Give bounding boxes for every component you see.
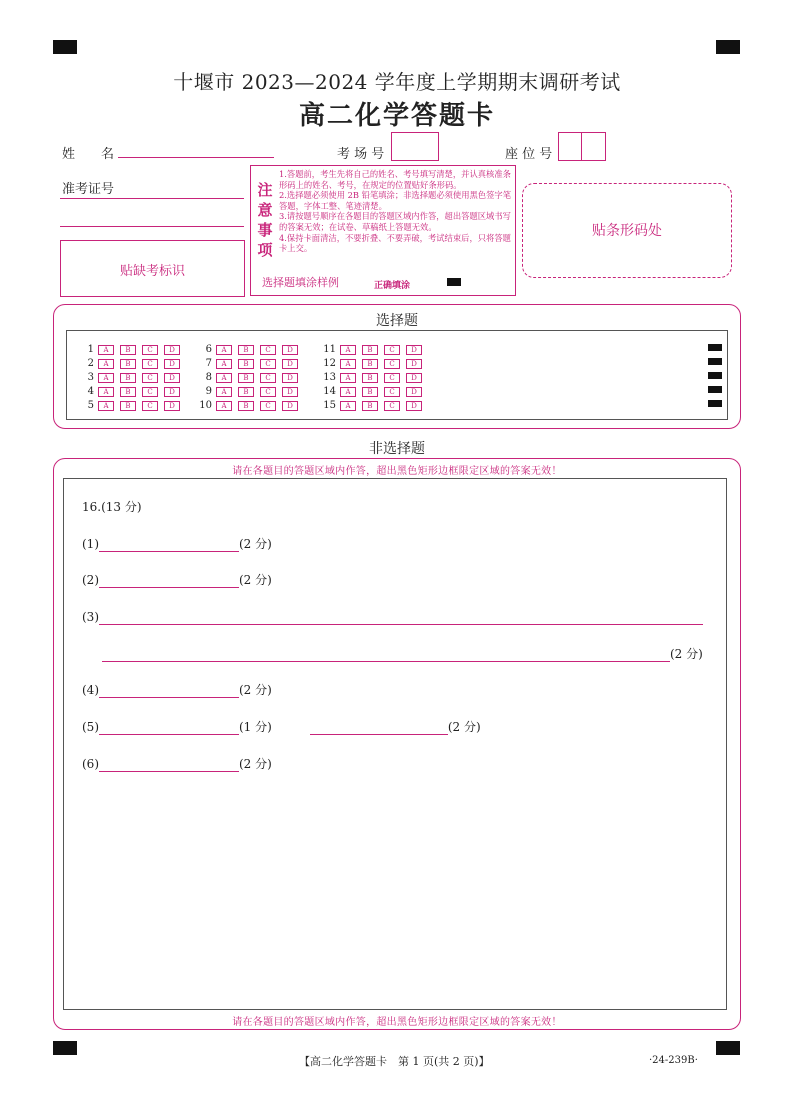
exam-room-label: 考 场 号 <box>337 147 385 162</box>
notice-item: 4.保持卡面清洁，不要折叠、不要弄破，考试结束后，只将答题卡上交。 <box>279 232 511 254</box>
notice-item: 2.选择题必须使用 2B 铅笔填涂；非选择题必须使用黑色签字笔答题，字体工整、笔迹清楚。 <box>279 190 511 211</box>
choice-option-bubble[interactable]: C <box>384 401 400 411</box>
sheet-title: 高二化学答题卡 <box>298 101 495 131</box>
choice-question-row <box>198 400 304 411</box>
correct-fill-label: 正确填涂 <box>374 281 411 291</box>
choice-option-bubble[interactable]: B <box>120 373 136 383</box>
choice-option-bubble[interactable]: A <box>216 359 232 369</box>
choice-option-bubble[interactable]: C <box>260 387 276 397</box>
choice-section-title: 选择题 <box>376 313 418 329</box>
choice-question-row <box>322 386 428 397</box>
timing-mark <box>708 400 722 407</box>
choice-option-bubble[interactable]: C <box>142 401 158 411</box>
choice-question-row <box>80 386 186 397</box>
choice-option-bubble[interactable]: C <box>142 373 158 383</box>
choice-question-number: 2 <box>87 358 94 369</box>
choice-question-row <box>80 358 186 369</box>
timing-mark <box>708 344 722 351</box>
answer-4 <box>82 682 272 698</box>
barcode-area <box>522 183 732 278</box>
registration-mark-bottom-left <box>53 1041 77 1055</box>
choice-option-bubble[interactable]: D <box>406 387 422 397</box>
answer-2-blank[interactable] <box>99 575 239 588</box>
choice-option-bubble[interactable]: A <box>216 345 232 355</box>
choice-option-bubble[interactable]: A <box>98 387 114 397</box>
barcode-label: 贴条形码处 <box>592 223 662 239</box>
choice-option-bubble[interactable]: A <box>340 359 356 369</box>
choice-option-bubble[interactable]: C <box>260 401 276 411</box>
choice-option-bubble[interactable]: B <box>120 401 136 411</box>
answer-6-score: (2 分) <box>239 757 272 771</box>
choice-option-bubble[interactable]: A <box>216 387 232 397</box>
choice-option-bubble[interactable]: B <box>120 345 136 355</box>
choice-option-bubble[interactable]: D <box>406 401 422 411</box>
answer-area-warning-top: 请在各题目的答题区域内作答，超出黑色矩形边框限定区域的答案无效！ <box>232 466 562 477</box>
sheet-code: ·24-239B· <box>649 1055 698 1066</box>
answer-4-label: (4) <box>82 683 99 697</box>
ticket-number-label: 准考证号 <box>62 182 115 197</box>
timing-mark <box>708 358 722 365</box>
choice-option-bubble[interactable]: B <box>362 373 378 383</box>
answer-5 <box>82 719 481 735</box>
choice-question-number: 14 <box>323 386 336 397</box>
choice-option-bubble[interactable]: B <box>362 345 378 355</box>
choice-option-bubble[interactable]: C <box>142 345 158 355</box>
question-16-header: 16.(13 分) <box>82 500 142 514</box>
choice-question-number: 4 <box>87 386 94 397</box>
answer-5-score-b: (2 分) <box>447 720 481 734</box>
choice-option-bubble[interactable]: D <box>282 345 298 355</box>
choice-option-bubble[interactable]: C <box>142 387 158 397</box>
choice-option-bubble[interactable]: B <box>362 401 378 411</box>
choice-question-row <box>198 344 304 355</box>
choice-option-bubble[interactable]: A <box>216 373 232 383</box>
choice-option-bubble[interactable]: A <box>98 345 114 355</box>
answer-2-score: (2 分) <box>239 573 272 587</box>
answer-1 <box>82 536 272 552</box>
choice-question-number: 7 <box>205 358 212 369</box>
nonchoice-section-title: 非选择题 <box>369 441 425 457</box>
choice-question-number: 6 <box>205 344 212 355</box>
choice-question-number: 3 <box>87 372 94 383</box>
choice-option-bubble[interactable]: D <box>406 359 422 369</box>
timing-mark <box>708 386 722 393</box>
choice-question-row <box>322 358 428 369</box>
choice-question-number: 1 <box>87 344 94 355</box>
notice-heading <box>255 180 275 260</box>
exam-room-field[interactable] <box>391 132 439 161</box>
choice-option-bubble[interactable]: D <box>406 345 422 355</box>
name-label: 姓 名 <box>62 147 115 162</box>
answer-2 <box>82 572 272 588</box>
answer-3-label: (3) <box>82 610 99 624</box>
choice-option-bubble[interactable]: C <box>384 387 400 397</box>
answer-6-blank[interactable] <box>99 759 239 772</box>
choice-question-number: 11 <box>323 344 336 355</box>
choice-question-row <box>322 372 428 383</box>
choice-option-bubble[interactable]: D <box>282 359 298 369</box>
choice-option-bubble[interactable]: C <box>384 373 400 383</box>
exam-title: 十堰市 2023—2024 学年度上学期期末调研考试 <box>173 70 621 94</box>
choice-option-bubble[interactable]: D <box>164 345 180 355</box>
answer-3-score: (2 分) <box>670 647 703 661</box>
seat-field[interactable] <box>558 132 606 161</box>
answer-area-warning-bottom: 请在各题目的答题区域内作答，超出黑色矩形边框限定区域的答案无效！ <box>232 1017 562 1028</box>
choice-option-bubble[interactable]: A <box>216 401 232 411</box>
choice-option-bubble[interactable]: A <box>98 401 114 411</box>
missing-exam-label: 贴缺考标识 <box>119 264 185 279</box>
answer-6-label: (6) <box>82 757 99 771</box>
answer-5-blank-b[interactable] <box>310 722 448 735</box>
choice-option-bubble[interactable]: B <box>238 373 254 383</box>
notice-heading-char: 事 <box>257 221 273 239</box>
choice-option-bubble[interactable]: C <box>142 359 158 369</box>
choice-option-bubble[interactable]: A <box>98 359 114 369</box>
choice-option-bubble[interactable]: B <box>120 359 136 369</box>
answer-4-score: (2 分) <box>239 683 272 697</box>
answer-3-line2 <box>102 646 703 662</box>
notice-heading-char: 意 <box>257 201 273 219</box>
choice-option-bubble[interactable]: C <box>260 345 276 355</box>
choice-question-row <box>322 344 428 355</box>
choice-question-row <box>198 358 304 369</box>
seat-field-divider <box>581 132 582 160</box>
choice-option-bubble[interactable]: A <box>340 387 356 397</box>
choice-option-bubble[interactable]: D <box>164 387 180 397</box>
choice-option-bubble[interactable]: A <box>340 373 356 383</box>
choice-option-bubble[interactable]: C <box>260 359 276 369</box>
choice-option-bubble[interactable]: D <box>164 401 180 411</box>
choice-question-number: 12 <box>323 358 336 369</box>
choice-question-row <box>198 372 304 383</box>
seat-label: 座 位 号 <box>505 147 553 162</box>
choice-option-bubble[interactable]: B <box>238 387 254 397</box>
choice-question-row <box>322 400 428 411</box>
choice-option-bubble[interactable]: C <box>384 359 400 369</box>
choice-question-number: 8 <box>205 372 212 383</box>
notice-items <box>279 169 511 254</box>
page-footer: 【高二化学答题卡 第 1 页(共 2 页)】 <box>299 1055 490 1068</box>
answer-5-blank-a[interactable] <box>99 722 239 735</box>
choice-option-bubble[interactable]: A <box>340 401 356 411</box>
choice-option-bubble[interactable]: D <box>164 373 180 383</box>
notice-heading-char: 注 <box>257 181 273 199</box>
choice-question-row <box>80 344 186 355</box>
choice-option-bubble[interactable]: B <box>238 359 254 369</box>
notice-box <box>250 165 516 296</box>
registration-mark-top-right <box>716 40 740 54</box>
answer-area-box[interactable] <box>63 478 727 1010</box>
answer-3 <box>82 609 703 625</box>
choice-option-bubble[interactable]: B <box>362 359 378 369</box>
answer-3-blank[interactable] <box>99 612 703 625</box>
choice-option-bubble[interactable]: B <box>362 387 378 397</box>
answer-3-blank-line2[interactable] <box>102 649 670 662</box>
choice-question-row <box>80 372 186 383</box>
answer-1-label: (1) <box>82 537 99 551</box>
correct-fill-sample <box>447 278 461 286</box>
choice-question-number: 10 <box>199 400 212 411</box>
choice-option-bubble[interactable]: C <box>384 345 400 355</box>
choice-option-bubble[interactable]: B <box>238 401 254 411</box>
choice-option-bubble[interactable]: D <box>282 373 298 383</box>
answer-5-score-a: (1 分) <box>239 720 272 734</box>
choice-question-row <box>198 386 304 397</box>
choice-question-number: 5 <box>87 400 94 411</box>
answer-1-blank[interactable] <box>99 539 239 552</box>
choice-option-bubble[interactable]: B <box>120 387 136 397</box>
answer-5-label: (5) <box>82 720 99 734</box>
choice-question-number: 15 <box>323 400 336 411</box>
name-field[interactable] <box>118 157 274 158</box>
timing-mark <box>708 372 722 379</box>
choice-option-bubble[interactable]: A <box>98 373 114 383</box>
choice-option-bubble[interactable]: D <box>406 373 422 383</box>
answer-6 <box>82 756 272 772</box>
notice-heading-char: 项 <box>257 241 273 259</box>
missing-exam-sticker-area <box>60 240 245 297</box>
choice-option-bubble[interactable]: B <box>238 345 254 355</box>
fill-example-label: 选择题填涂样例 <box>262 276 339 289</box>
registration-mark-top-left <box>53 40 77 54</box>
choice-option-bubble[interactable]: A <box>340 345 356 355</box>
choice-question-row <box>80 400 186 411</box>
answer-4-blank[interactable] <box>99 685 239 698</box>
ticket-number-field-line2 <box>60 226 244 227</box>
answer-2-label: (2) <box>82 573 99 587</box>
notice-item: 1.答题前，考生先将自己的姓名、考号填写清楚，并认真核准条形码上的姓名、考号，在规定的位置贴好条形码。 <box>279 169 511 190</box>
choice-option-bubble[interactable]: D <box>282 387 298 397</box>
choice-option-bubble[interactable]: D <box>282 401 298 411</box>
choice-option-bubble[interactable]: D <box>164 359 180 369</box>
choice-question-number: 13 <box>323 372 336 383</box>
ticket-number-field[interactable] <box>60 198 244 199</box>
choice-question-number: 9 <box>205 386 212 397</box>
choice-option-bubble[interactable]: C <box>260 373 276 383</box>
registration-mark-bottom-right <box>716 1041 740 1055</box>
answer-1-score: (2 分) <box>239 537 272 551</box>
notice-item: 3.请按题号顺序在各题目的答题区域内作答，超出答题区域书写的答案无效；在试卷、草稿纸上答题无效。 <box>279 211 511 232</box>
